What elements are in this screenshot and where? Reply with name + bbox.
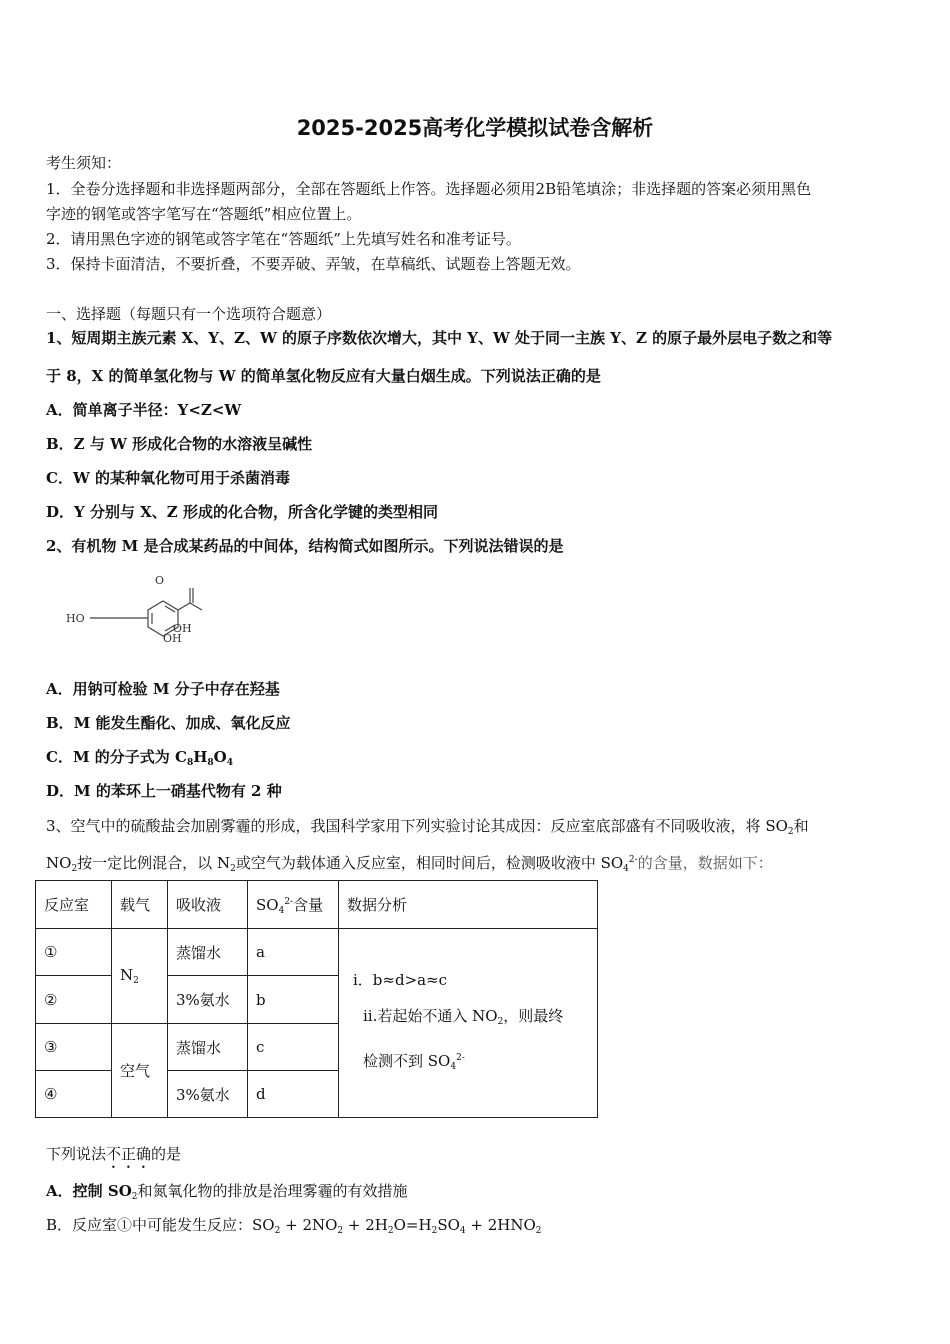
amount-cell: c [248,1024,339,1071]
liquid-cell: 蒸馏水 [168,1024,248,1071]
analysis-cell [339,929,598,1118]
table-row [36,929,598,976]
label-oh-2: OH [163,632,182,645]
room-cell: ④ [36,1071,112,1118]
q1-stem-line-1: 1、短周期主族元素 X、Y、Z、W 的原子序数依次增大，其中 Y、W 处于同一主族 Y、Z 的原子最外层电子数之和等 [46,329,833,347]
q2-option-c: C．M 的分子式为 $C_8H_8O_4$ [46,748,233,768]
notice-heading: 考生须知： [46,154,122,172]
q1-option-d: D．Y 分别与 X、Z 形成的化合物，所含化学键的类型相同 [46,503,438,521]
q3-stem-line-2: $NO_2$按一定比例混合，以 $N_2$或空气为载体通入反应室，相同时间后，检测吸收液中 $SO_4^{2-}$的含量，数据如下： [46,854,773,874]
gas-cell: 空气 [112,1024,168,1118]
notice-line-2: 字迹的钢笔或答字笔写在“答题纸”相应位置上。 [46,205,362,223]
analysis-line-3: 检测不到 $SO_4^{2-}$ [363,1051,465,1072]
data-table [35,880,598,1118]
header-cell: 反应室 [36,881,112,929]
analysis-line-1: ⅰ．b≈d>a≈c [353,970,448,989]
page-title: 2025-2025高考化学模拟试卷含解析 [296,116,654,140]
q1-option-c: C．W 的某种氧化物可用于杀菌消毒 [46,469,291,487]
label-ho: HO [66,612,85,625]
notice-line-3: 2．请用黑色字迹的钢笔或答字笔在“答题纸”上先填写姓名和准考证号。 [46,230,521,248]
room-cell: ① [36,929,112,976]
notice-line-4: 3．保持卡面清洁，不要折叠，不要弄破、弄皱，在草稿纸、试题卷上答题无效。 [46,255,581,273]
label-o: O [155,574,165,587]
q3-option-a: A．控制 $SO_2$和氮氧化物的排放是治理雾霾的有效措施 [46,1182,408,1202]
amount-cell: d [248,1071,339,1118]
notice-line-1: 1．全卷分选择题和非选择题两部分，全部在答题纸上作答。选择题必须用2B铅笔填涂；非选择题的答案必须用黑色 [46,180,812,198]
liquid-cell: 3%氨水 [168,1071,248,1118]
q1-option-b: B．Z 与 W 形成化合物的水溶液呈碱性 [46,435,313,453]
amount-cell: b [248,976,339,1024]
q2-option-b: B．M 能发生酯化、加成、氧化反应 [46,714,291,732]
room-cell: ② [36,976,112,1024]
room-cell: ③ [36,1024,112,1071]
c-oh-bond [190,603,202,610]
q3-question: 下列说法不正确的是 [46,1145,182,1163]
amount-cell: a [248,929,339,976]
label-oh: OH [173,622,192,635]
q1-stem-line-2: 于 8，X 的简单氢化物与 W 的简单氢化物反应有大量白烟生成。下列说法正确的是 [46,367,601,385]
liquid-cell: 蒸馏水 [168,929,248,976]
q2-option-a: A．用钠可检验 M 分子中存在羟基 [46,680,280,698]
gas-cell: $N_2$ [112,929,168,1024]
header-cell: 数据分析 [339,881,598,929]
ring-sub-bond [178,603,190,610]
q2-stem: 2、有机物 M 是合成某药品的中间体，结构简式如图所示。下列说法错误的是 [46,537,564,555]
molecule-structure [60,570,210,650]
header-cell: $SO_4^{2-}$含量 [248,881,339,929]
section-heading: 一、选择题（每题只有一个选项符合题意） [46,305,332,323]
analysis-line-2: ⅱ.若起始不通入 $NO_2$，则最终 [363,1006,564,1027]
q3-stem-line-1: 3、空气中的硫酸盐会加剧雾霾的形成，我国科学家用下列实验讨论其成因：反应室底部盛有不同吸收液，将 $SO_2$和 [46,817,809,837]
header-cell: 载气 [112,881,168,929]
header-cell: 吸收液 [168,881,248,929]
liquid-cell: 3%氨水 [168,976,248,1024]
q3-option-b: B．反应室①中可能发生反应：$SO_2 + 2NO_2 + 2H_2O=H_2SO_4 + 2HNO_2$ [46,1216,542,1236]
table-header-row [36,881,598,929]
q2-option-d: D．M 的苯环上一硝基代物有 2 种 [46,782,282,800]
q1-option-a: A．简单离子半径：Y<Z<W [46,401,242,419]
